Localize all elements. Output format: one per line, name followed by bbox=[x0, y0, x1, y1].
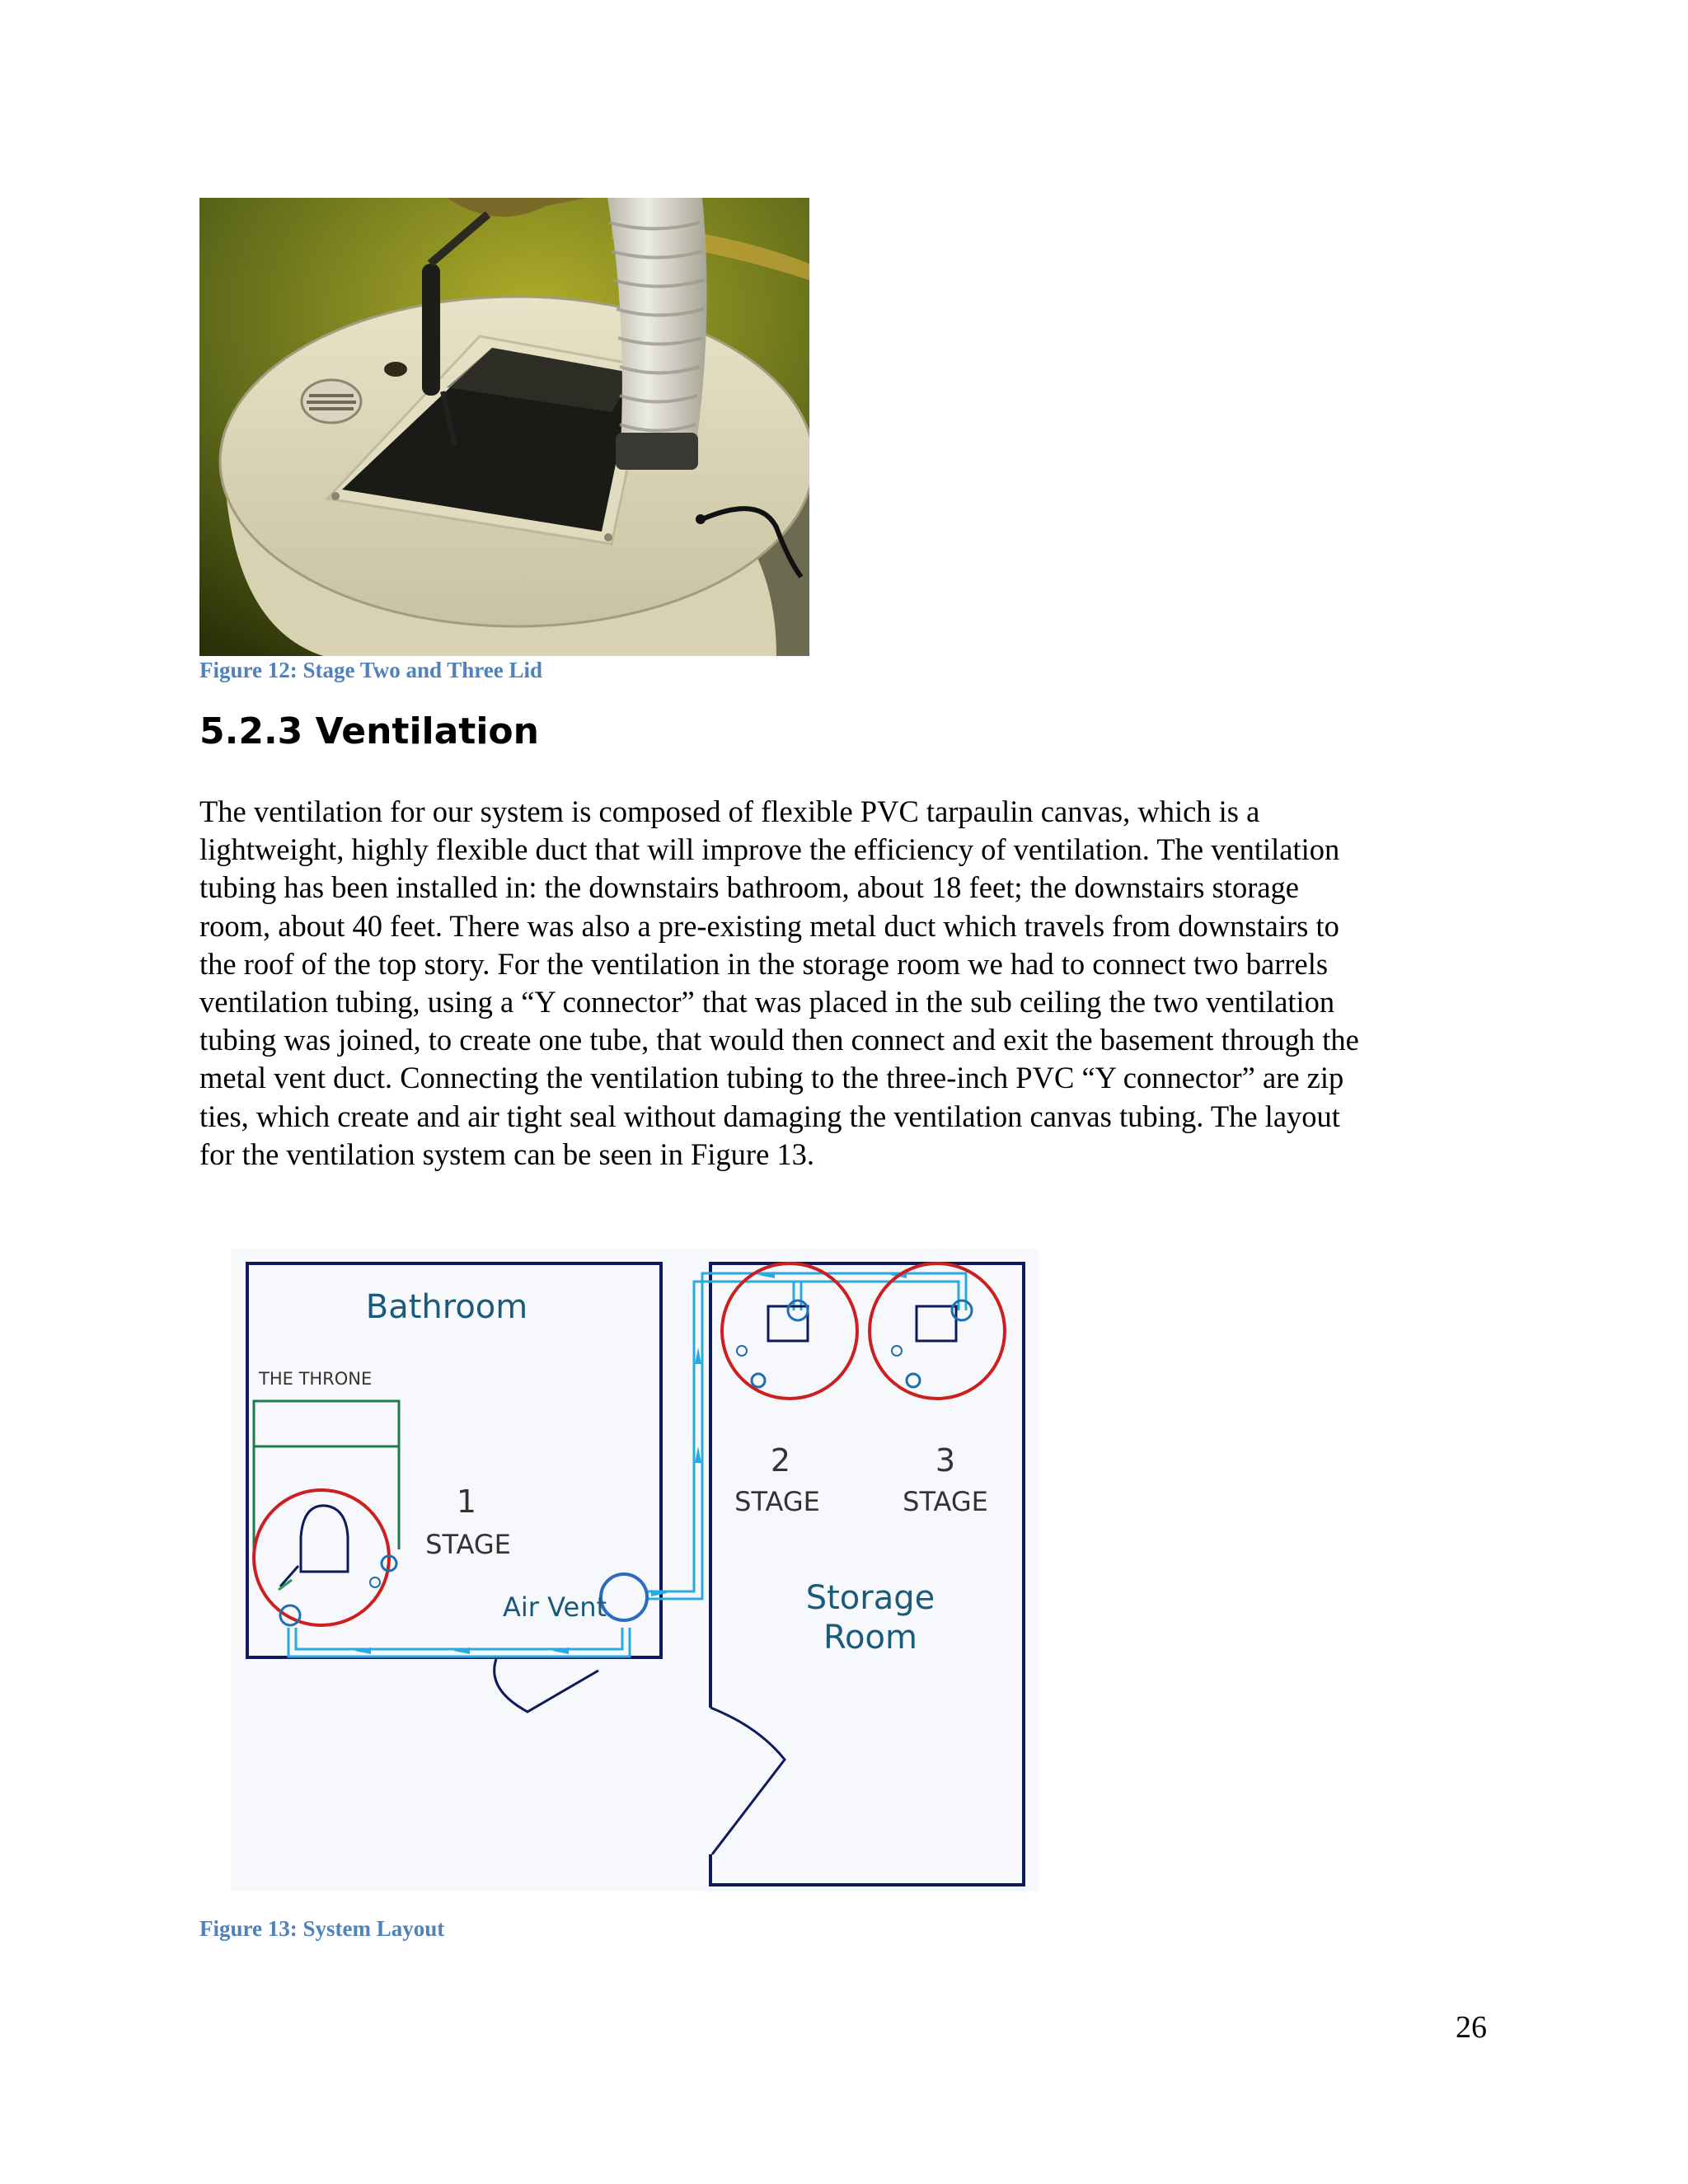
paragraph-line: tubing was joined, to create one tube, that would then connect and exit the basement through the bbox=[199, 1023, 1359, 1057]
air-vent-label: Air Vent bbox=[502, 1591, 607, 1623]
stage-1-number: 1 bbox=[456, 1483, 477, 1520]
page-number: 26 bbox=[1456, 2010, 1487, 2045]
figure-13-caption: Figure 13: System Layout bbox=[199, 1916, 445, 1941]
system-layout-diagram bbox=[231, 1249, 1039, 1891]
figure-12-caption: Figure 12: Stage Two and Three Lid bbox=[199, 658, 543, 682]
stage-3-number: 3 bbox=[935, 1442, 956, 1479]
paragraph-line: ties, which create and air tight seal without damaging the ventilation canvas tubing. The layout bbox=[199, 1099, 1340, 1133]
paragraph-line: room, about 40 feet. There was also a pre-existing metal duct which travels from downstairs to bbox=[199, 908, 1339, 943]
paragraph-line: the roof of the top story. For the ventilation in the storage room we had to connect two barrels bbox=[199, 946, 1329, 981]
paragraph-line: The ventilation for our system is composed of flexible PVC tarpaulin canvas, which is a bbox=[199, 794, 1260, 828]
air-vent-icon bbox=[601, 1574, 647, 1620]
paragraph-line: ventilation tubing, using a “Y connector” that was placed in the sub ceiling the two ventilation bbox=[199, 985, 1335, 1019]
storage-room-label-line1: Storage bbox=[805, 1579, 935, 1617]
body-paragraph bbox=[199, 793, 1502, 1174]
paragraph-line: tubing has been installed in: the downstairs bathroom, about 18 feet; the downstairs storage bbox=[199, 870, 1299, 905]
stage-1-label: STAGE bbox=[425, 1529, 511, 1560]
stage-3-label: STAGE bbox=[903, 1486, 988, 1517]
stage-2-label: STAGE bbox=[734, 1486, 820, 1517]
storage-room-label-line2: Room bbox=[823, 1619, 917, 1657]
paragraph-line: lightweight, highly flexible duct that will improve the efficiency of ventilation. The ventilation bbox=[199, 832, 1340, 867]
stage-lid-photo bbox=[199, 198, 809, 656]
bathroom-label: Bathroom bbox=[365, 1288, 528, 1326]
throne-label: THE THRONE bbox=[259, 1369, 373, 1389]
section-heading: 5.2.3 Ventilation bbox=[199, 710, 539, 752]
paragraph-line: for the ventilation system can be seen in Figure 13. bbox=[199, 1137, 815, 1171]
stage-2-number: 2 bbox=[770, 1442, 791, 1479]
paragraph-line: metal vent duct. Connecting the ventilation tubing to the three-inch PVC “Y connector” are zip bbox=[199, 1061, 1344, 1095]
